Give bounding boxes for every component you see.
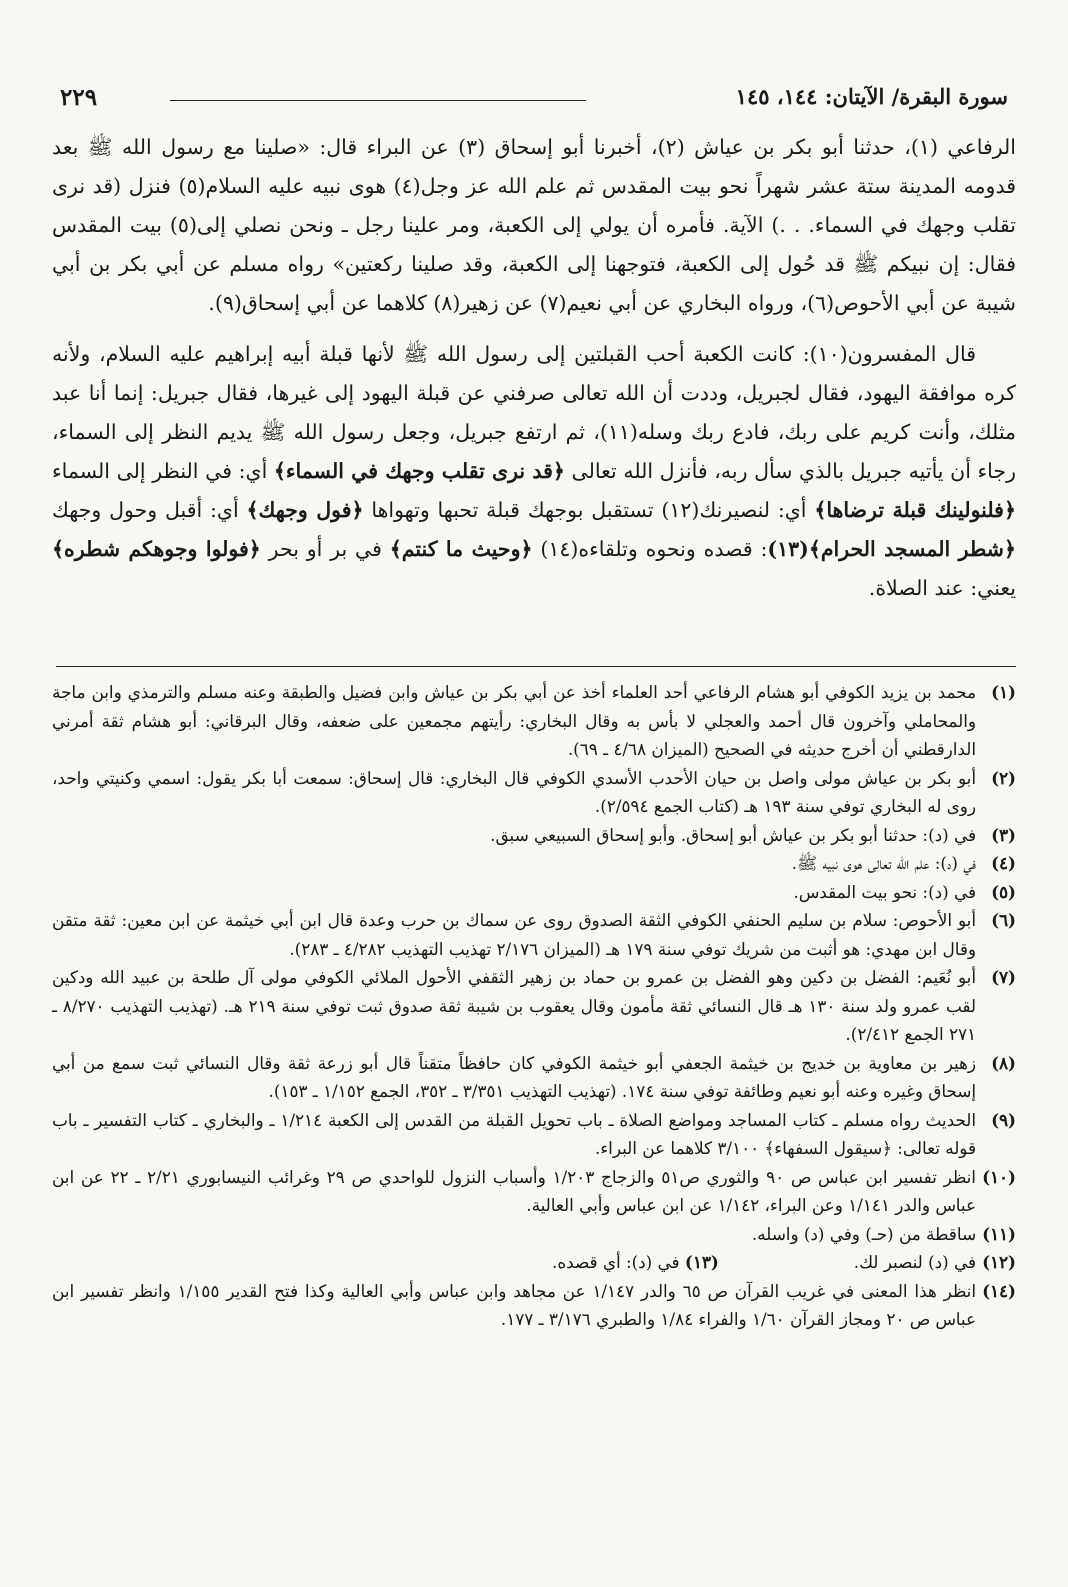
main-text (52, 128, 1016, 620)
text-segment: أي: لنصيرنك(١٢) تستقبل بوجهك قبلة تحبها وتهواها (371, 498, 807, 522)
quran-quote: ﴿فول وجهك﴾ (246, 498, 364, 522)
quran-quote: ﴿وحيث ما كنتم﴾ (389, 537, 533, 561)
text-segment: قال المفسرون(١٠): كانت الكعبة أحب القبلتين إلى رسول الله ﷺ لأنها قبلة أبيه إبراهيم عليه السلام، ولأنه كره موافقة اليهود، فقال لجبريل، وددت أن الله تعالى صرفني عن قبلة اليهود إلى غيرها، فقال جبريل: إنما أنا عبد مثلك، وأنت كريم على ربك، فادع ربك وسله(١١)، ثم ارتفع جبريل، وجعل رسول الله ﷺ يديم النظر إلى السماء، رجاء أن يأتيه جبريل بالذي سأل ربه، فأنزل الله تعالى (52, 342, 1016, 483)
footnote-text: في (د): أي قصده. (552, 1252, 680, 1272)
footnote (52, 1163, 1016, 1220)
footnote (52, 1277, 1016, 1334)
footnote (52, 963, 1016, 1049)
footnote-number: (٥) (991, 881, 1016, 902)
footnote-text: انظر تفسير ابن عباس ص ٩٠ والثوري ص٥١ والزجاج ١/٢٠٣ وأسباب النزول للواحدي ص ٢٩ وغرائب النيسابوري ٢/٢١ ـ ٢٢ عن ابن عباس والدر ١/١٤١ وعن البراء، ١/١٤٢ عن ابن عباس وأبي العالية. (52, 1166, 976, 1215)
footnote-separator (56, 666, 1016, 667)
footnote (52, 678, 1016, 764)
quran-quote: ﴿فلنولينك قبلة ترضاها﴾ (814, 498, 1016, 522)
footnote-text: الحديث رواه مسلم ـ كتاب المساجد ومواضع الصلاة ـ باب تحويل القبلة من القدس إلى الكعبة ١/٢١٤ ـ والبخاري ـ كتاب التفسير ـ باب قوله تعالى: ﴿سيقول السفهاء﴾ ٣/١٠٠ كلاهما عن البراء. (52, 1109, 976, 1158)
footnote-text: أبو الأحوص: سلام بن سليم الحنفي الكوفي الثقة الصدوق روى عن سماك بن حرب وعدة قال ابن أبي خيثمة عن ابن معين: ثقة متقن وقال ابن مهدي: هو أثبت من شريك توفي سنة ١٧٩ هـ (الميزان ٢/١٧٦ تهذيب التهذيب ٤/٢٨٢ ـ ٢٨٣). (52, 910, 976, 959)
quran-quote: ﴿فولوا وجوهكم شطره﴾ (52, 537, 261, 561)
footnote (52, 1049, 1016, 1106)
footnote (52, 906, 1016, 963)
paragraph-tafsir (52, 335, 1016, 608)
footnote-number: (١٢) (982, 1252, 1016, 1272)
footnote-number: (١٤) (982, 1280, 1016, 1301)
footnote (52, 1248, 1016, 1277)
footnote-number: (٩) (991, 1109, 1016, 1130)
footnote-text: في (د) لنصبر لك. (853, 1252, 976, 1272)
text-segment: يعني: عند الصلاة. (868, 576, 1016, 600)
text-segment: : قصده ونحوه وتلقاءه(١٤) (540, 537, 768, 561)
footnote (52, 878, 1016, 907)
quran-quote: ﴿قد نرى تقلب وجهك في السماء﴾ (273, 459, 565, 483)
footnote-inline (552, 1248, 719, 1277)
footnote (52, 1220, 1016, 1249)
footnote-text: ساقطة من (حـ) وفي (د) واسله. (751, 1223, 976, 1244)
footnotes (52, 678, 1016, 1334)
running-head (52, 84, 1016, 114)
text-segment: أي: في النظر إلى السماء (52, 459, 268, 483)
footnote-number: (١١) (982, 1223, 1016, 1244)
footnote-text: أبو نُعَيم: الفضل بن دكين وهو الفضل بن عمرو بن حماد بن زهير الثقفي الأحول الملائي الكوفي مولى آل طلحة بن عبيد الله ودكين لقب عمرو ولد سنة ١٣٠ هـ قال النسائي ثقة مأمون وقال يعقوب بن شيبة ثقة صدوق ثبت توفي سنة ٢١٩ هـ. (تهذيب التهذيب ٨/٢٧٠ ـ ٢٧١ الجمع ٢/٤١٢). (52, 967, 976, 1044)
footnote-text: في (د): علم الله تعالى هوى نبيه ﷺ. (791, 853, 976, 873)
footnote-text: انظر هذا المعنى في غريب القرآن ص ٦٥ والدر ١/١٤٧ عن مجاهد وابن عباس وأبي العالية وكذا فتح القدير ١/١٥٥ وانظر تفسير ابن عباس ص ٢٠ ومجاز القرآن ١/٦٠ والفراء ١/٨٤ والطبري ٣/١٧٦ ـ ١٧٧. (52, 1280, 976, 1329)
paragraph-hadith: الرفاعي (١)، حدثنا أبو بكر بن عياش (٢)، أخبرنا أبو إسحاق (٣) عن البراء قال: «صلينا مع رسول الله ﷺ بعد قدومه المدينة ستة عشر شهراً نحو بيت المقدس ثم علم الله عز وجل(٤) هوى نبيه عليه السلام(٥) فنزل (قد نرى تقلب وجهك في السماء. . .) الآية. فأمره أن يولي إلى الكعبة، ومر علينا رجل ـ ونحن نصلي إلى(٥) بيت المقدس فقال: إن نبيكم ﷺ قد حُول إلى الكعبة، فتوجهنا إلى الكعبة، وقد صلينا ركعتين» رواه مسلم عن أبي بكر بن أبي شيبة عن أبي الأحوص(٦)، ورواه البخاري عن أبي نعيم(٧) عن زهير(٨) كلاهما عن أبي إسحاق(٩). (52, 135, 1017, 315)
footnote-number: (١) (991, 682, 1016, 702)
footnote-text: في (د): حدثنا أبو بكر بن عياش أبو إسحاق. وأبو إسحاق السبيعي سبق. (490, 824, 976, 845)
footnote-text: محمد بن يزيد الكوفي أبو هشام الرفاعي أحد العلماء أخذ عن أبي بكر بن عياش وابن فضيل والطبقة وعنه مسلم والترمذي وابن ماجة والمحاملي وآخرون قال أحمد والعجلي لا بأس به وقال البخاري: رأيتهم مجمعين على ضعفه، وقال البرقاني: أبو هشام ثقة أمرني الدارقطني أن أخرج حديثه في الصحيح (الميزان ٤/٦٨ ـ ٦٩). (52, 682, 976, 759)
footnote (52, 821, 1016, 850)
footnote-number: (٢) (991, 767, 1016, 788)
surah-title: سورة البقرة/ الآيتان: ١٤٤، ١٤٥ (735, 84, 1008, 109)
footnote-number: (٣) (991, 824, 1016, 845)
footnote-number: (٧) (991, 967, 1016, 987)
page-number: ٢٢٩ (60, 84, 98, 111)
text-segment: أي: أقبل وحول وجهك (52, 498, 239, 522)
footnote (52, 849, 1016, 878)
footnote-text: زهير بن معاوية بن خديج بن خيثمة الجعفي أبو خيثمة الكوفي كان حافظاً متقناً قال أبو زرعة ثقة وقال النسائي ثبت سمع من أبي إسحاق وغيره وعنه أبو نعيم وطائفة توفي سنة ١٧٤. (تهذيب التهذيب ٣/٣٥١ ـ ٣٥٢، الجمع ١/١٥٢ ـ ١٥٣). (52, 1052, 976, 1101)
footnote-number: (١٣) (684, 1252, 719, 1272)
footnote-text: أبو بكر بن عياش مولى واصل بن حيان الأحدب الأسدي الكوفي قال البخاري: قال إسحاق: سمعت أبا بكر يقول: اسمي وكنيتي واحد، روى له البخاري توفي سنة ١٩٣ هـ (كتاب الجمع ٢/٥٩٤). (52, 767, 976, 816)
footnote-number: (٦) (991, 910, 1016, 930)
header-rule (170, 100, 586, 101)
footnote-number: (٨) (991, 1052, 1016, 1073)
footnote (52, 764, 1016, 821)
quran-quote: ﴿شطر المسجد الحرام﴾(١٣) (767, 537, 1016, 561)
footnote-text: في (د): نحو بيت المقدس. (793, 881, 976, 902)
footnote-number: (٤) (991, 853, 1016, 873)
text-segment: في بر أو بحر (268, 537, 382, 561)
footnote (52, 1106, 1016, 1163)
footnote-number: (١٠) (982, 1166, 1016, 1187)
